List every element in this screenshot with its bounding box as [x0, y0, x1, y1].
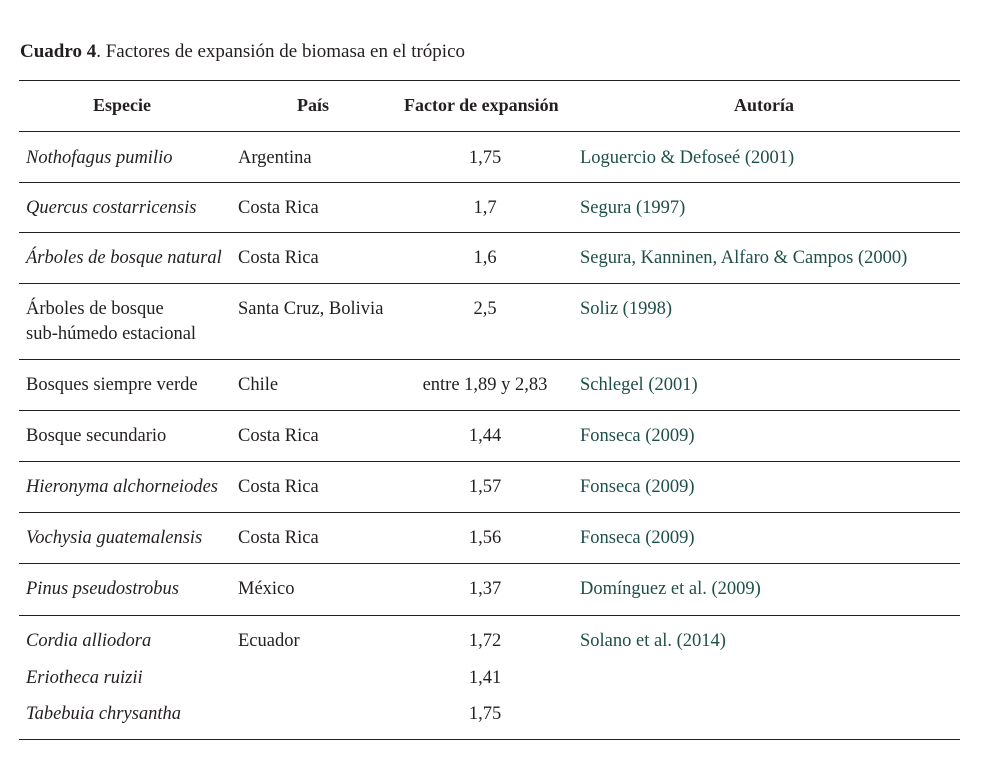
especie-cell: Nothofagus pumilio: [26, 148, 173, 168]
especie-cell: Árboles de bosque natural: [26, 248, 222, 268]
factor-cell: 1,6: [473, 248, 497, 268]
factor-cell: 1,56: [468, 528, 502, 548]
pais-cell: México: [238, 579, 295, 599]
header-factor: Factor de expansión: [404, 95, 559, 115]
especie-cell: Quercus costarricensis: [26, 198, 197, 218]
header-autoria: Autoría: [734, 95, 794, 115]
table-row: [19, 564, 960, 616]
autoria-cell: Loguercio & Defoseé (2001): [580, 148, 795, 168]
header-especie: Especie: [93, 95, 151, 115]
autoria-cell: Fonseca (2009): [580, 528, 695, 548]
factor-cell: entre 1,89 y 2,83: [422, 375, 548, 395]
autoria-cell: Fonseca (2009): [580, 426, 695, 446]
pais-cell: Santa Cruz, Bolivia: [238, 299, 384, 319]
especie-cell: Tabebuia chrysantha: [26, 704, 182, 724]
pais-cell: Ecuador: [238, 631, 300, 651]
pais-cell: Costa Rica: [238, 198, 319, 218]
table-row: [19, 284, 960, 360]
table-row: [19, 132, 960, 183]
caption-label: Cuadro 4: [20, 41, 97, 62]
pais-cell: Chile: [238, 375, 279, 395]
especie-cell-line-2: sub-húmedo estacional: [26, 324, 197, 344]
pais-cell: Argentina: [238, 148, 312, 168]
factor-cell: 1,75: [468, 148, 502, 168]
autoria-cell: Solano et al. (2014): [580, 631, 726, 651]
table-row: [19, 360, 960, 411]
especie-cell-line-1: Árboles de bosque: [26, 299, 164, 319]
autoria-cell: Domínguez et al. (2009): [580, 579, 761, 599]
table-row: [19, 616, 960, 740]
especie-cell: Bosques siempre verde: [26, 375, 198, 395]
factor-cell: 1,44: [468, 426, 502, 446]
table-row: [19, 411, 960, 462]
factor-cell: 1,37: [468, 579, 502, 599]
especie-cell: Bosque secundario: [26, 426, 167, 446]
factor-cell: 2,5: [473, 299, 497, 319]
biomass-table: [19, 80, 960, 740]
factor-cell: 1,75: [468, 704, 502, 724]
autoria-cell: Schlegel (2001): [580, 375, 698, 395]
table-header: [19, 80, 960, 132]
especie-cell: Eriotheca ruizii: [26, 668, 143, 688]
pais-cell: Costa Rica: [238, 248, 319, 268]
table-caption: [20, 40, 465, 64]
especie-cell: Cordia alliodora: [26, 631, 152, 651]
table-row: [19, 183, 960, 233]
table-row: [19, 233, 960, 284]
especie-cell: Pinus pseudostrobus: [26, 579, 179, 599]
factor-cell: 1,72: [468, 631, 502, 651]
table-row: [19, 462, 960, 513]
autoria-cell: Soliz (1998): [580, 299, 672, 319]
especie-cell: Vochysia guatemalensis: [26, 528, 203, 548]
pais-cell: Costa Rica: [238, 477, 319, 497]
header-pais: País: [297, 95, 330, 115]
pais-cell: Costa Rica: [238, 528, 319, 548]
factor-cell: 1,57: [468, 477, 502, 497]
autoria-cell: Segura (1997): [580, 198, 686, 218]
factor-cell: 1,41: [468, 668, 502, 688]
factor-cell: 1,7: [473, 198, 497, 218]
especie-cell: Hieronyma alchorneiodes: [26, 477, 218, 497]
autoria-cell: Segura, Kanninen, Alfaro & Campos (2000): [580, 248, 908, 268]
autoria-cell: Fonseca (2009): [580, 477, 695, 497]
table-row: [19, 513, 960, 564]
caption-text: . Factores de expansión de biomasa en el trópico: [96, 41, 466, 62]
pais-cell: Costa Rica: [238, 426, 319, 446]
